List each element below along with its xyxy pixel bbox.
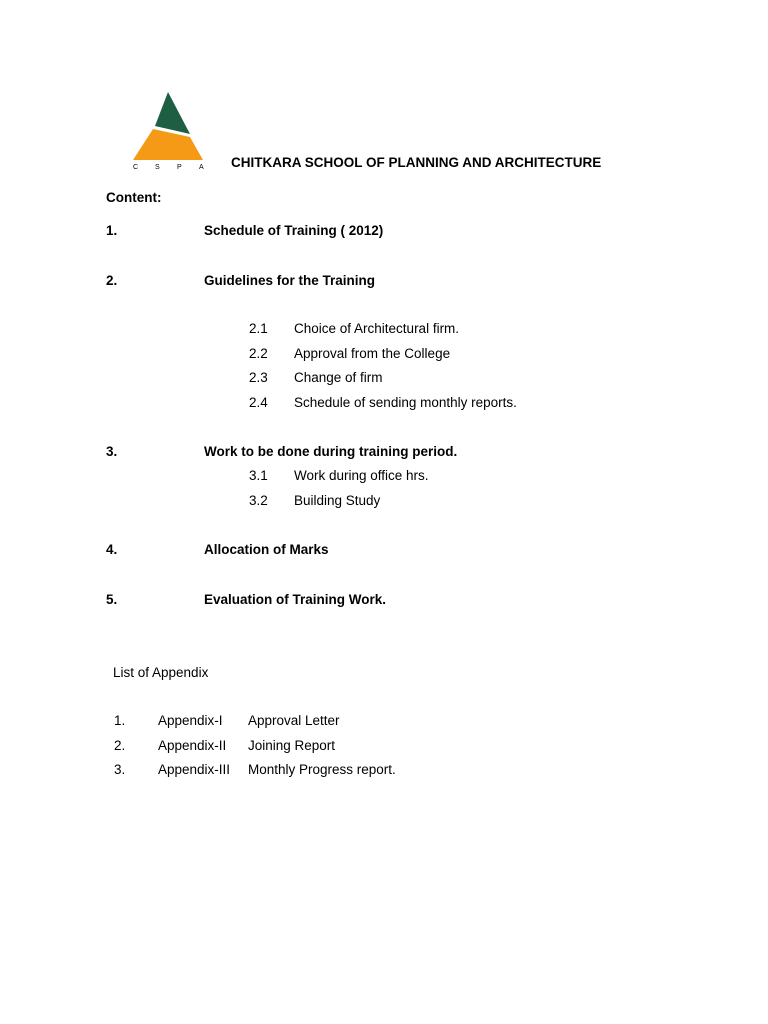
logo-letter-s: S (155, 164, 160, 171)
section-1-title: Schedule of Training ( 2012) (204, 223, 384, 238)
subsection-2-2-text: Approval from the College (294, 346, 451, 361)
section-2-title: Guidelines for the Training (204, 273, 376, 288)
logo-letter-a: A (199, 164, 204, 171)
subsection-2-4-num: 2.4 (249, 395, 268, 410)
section-3-title: Work to be done during training period. (204, 444, 458, 459)
appendix-1-desc: Approval Letter (248, 713, 340, 728)
logo-orange-trapezoid (133, 129, 203, 160)
subsection-2-1-text: Choice of Architectural firm. (294, 321, 460, 336)
subsection-3-2-num: 3.2 (249, 493, 268, 508)
content-heading: Content: (106, 190, 162, 205)
section-4-num: 4. (106, 542, 118, 557)
section-2-num: 2. (106, 273, 118, 288)
subsection-3-1-text: Work during office hrs. (294, 468, 429, 483)
appendix-heading: List of Appendix (113, 665, 209, 680)
school-title: CHITKARA SCHOOL OF PLANNING AND ARCHITECTURE (231, 155, 602, 170)
appendix-3-desc: Monthly Progress report. (248, 762, 396, 777)
appendix-2-name: Appendix-II (158, 738, 227, 753)
appendix-2-desc: Joining Report (248, 738, 336, 753)
subsection-2-2-num: 2.2 (249, 346, 268, 361)
appendix-1-name: Appendix-I (158, 713, 223, 728)
logo-letter-p: P (177, 164, 182, 171)
appendix-3-num: 3. (114, 762, 126, 777)
appendix-2-num: 2. (114, 738, 126, 753)
subsection-2-3-num: 2.3 (249, 370, 268, 385)
logo-green-triangle (155, 92, 190, 134)
section-3-num: 3. (106, 444, 118, 459)
subsection-3-1-num: 3.1 (249, 468, 268, 483)
subsection-2-3-text: Change of firm (294, 370, 383, 385)
section-1-num: 1. (106, 223, 118, 238)
section-5-num: 5. (106, 592, 118, 607)
appendix-3-name: Appendix-III (158, 762, 231, 777)
section-5-title: Evaluation of Training Work. (204, 592, 387, 607)
section-4-title: Allocation of Marks (204, 542, 329, 557)
logo-letter-c: C (133, 164, 139, 171)
subsection-2-1-num: 2.1 (249, 321, 268, 336)
subsection-2-4-text: Schedule of sending monthly reports. (294, 395, 517, 410)
cspa-logo (128, 90, 208, 174)
subsection-3-2-text: Building Study (294, 493, 381, 508)
appendix-1-num: 1. (114, 713, 126, 728)
